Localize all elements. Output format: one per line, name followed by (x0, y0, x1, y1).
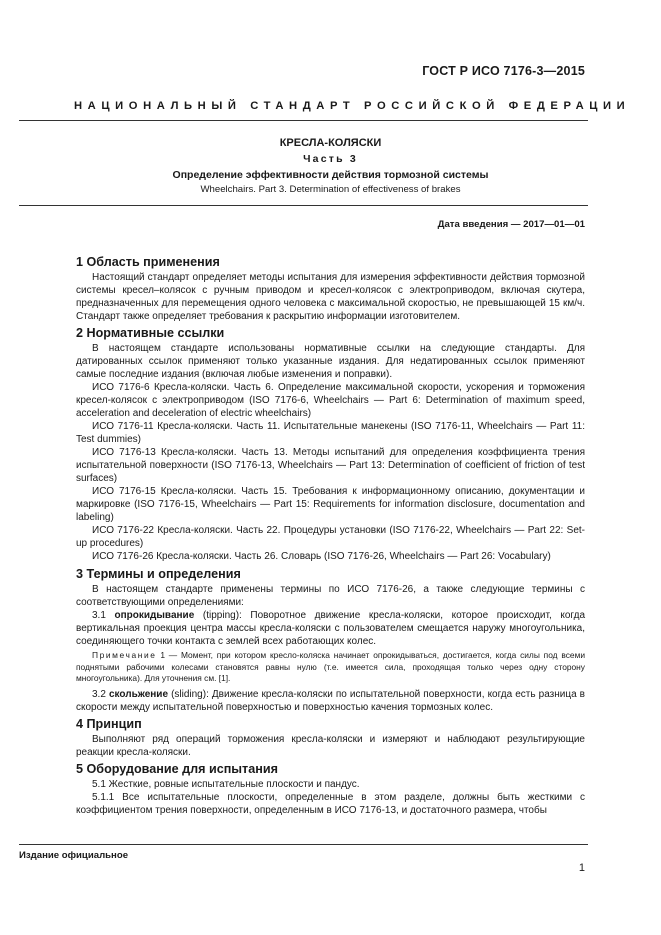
term-number: 3.1 (92, 610, 106, 621)
section-2-heading: 2 Нормативные ссылки (76, 326, 225, 340)
document-body (76, 254, 585, 817)
note-label: Примечание (92, 650, 157, 660)
term-name: опрокидывание (114, 610, 195, 621)
reference-item: ИСО 7176-13 Кресла-коляски. Часть 13. Методы испытаний для определения коэффициента трения испытательной поверхности (ISO 7176-13, Wheelchairs — Part 13: Determination of coefficient of friction of test surfaces) (76, 447, 585, 484)
reference-item: ИСО 7176-15 Кресла-коляски. Часть 15. Требования к информационному описанию, документации и маркировке (ISO 7176-15, Wheelchairs — Part 15: Requirements for information disclosure, documentation and labeling) (76, 486, 585, 523)
divider-bottom (19, 844, 588, 845)
reference-item: ИСО 7176-6 Кресла-коляски. Часть 6. Определение максимальной скорости, ускорения и торможения кресел-колясок с электроприводом (ISO 7176-6, Wheelchairs — Part 6: Determination of maximum speed, acceleration and deceleration of electric wheelchairs) (76, 382, 585, 419)
term-definition: (sliding): Движение кресла-коляски по испытательной поверхности, когда есть разница в скорости между испытательной поверхностью и поверхностью качения тормозных колес. (76, 688, 585, 713)
edition-label: Издание официальное (19, 850, 129, 861)
reference-item: ИСО 7176-22 Кресла-коляски. Часть 22. Процедуры установки (ISO 7176-22, Wheelchairs — Part 22: Set-up procedures) (76, 525, 585, 549)
divider-middle (19, 205, 588, 206)
reference-item: ИСО 7176-11 Кресла-коляски. Часть 11. Испытательные манекены (ISO 7176-11, Wheelchairs — Part 11: Test dummies) (76, 421, 585, 445)
section-1-text: Настоящий стандарт определяет методы испытания для измерения эффективности действия тормозной системы кресел–колясок с ручным приводом и кресел-колясок с электроприводом, включая скутера, предназначенных для перемещения одного человека с максимальной скоростью, не превышающей 15 км/ч. Стандарт также определяет требования к раскрытию информации изготовителем. (76, 272, 585, 322)
document-code: ГОСТ Р ИСО 7176-3—2015 (422, 64, 585, 78)
term-definition: (tipping): Поворотное движение кресла-коляски, которое происходит, когда вертикальная проекция центра массы кресла-коляски с пользователем смещается наружу многоугольника, соединяющего точки контакта с землей всех работающих колес. (76, 610, 586, 647)
section-5-1-1: 5.1.1 Все испытательные плоскости, определенные в этом разделе, должны быть жесткими с коэффициентом трения поверхности, определенным в ИСО 7176-13, и достаточного размера, чтобы (76, 791, 585, 816)
term-tipping (76, 609, 585, 648)
term-number: 3.2 (92, 688, 106, 700)
section-5-1: 5.1 Жесткие, ровные испытательные плоскости и пандус. (92, 778, 360, 790)
section-5-heading: 5 Оборудование для испытания (76, 761, 278, 776)
document-title: КРЕСЛА-КОЛЯСКИ (279, 137, 382, 149)
document-subtitle: Определение эффективности действия тормозной системы (172, 169, 489, 181)
document-part: Часть 3 (303, 153, 358, 165)
section-4-heading: 4 Принцип (76, 716, 142, 731)
term-name: скольжение (108, 688, 169, 700)
document-english-title: Wheelchairs. Part 3. Determination of effectiveness of brakes (200, 184, 461, 195)
section-4-text: Выполняют ряд операций торможения кресла-коляски и измеряют и наблюдают результирующие реакции кресла-коляски. (76, 733, 585, 758)
note (76, 650, 585, 685)
divider-top (19, 120, 588, 121)
term-sliding (76, 688, 585, 714)
section-1-heading: 1 Область применения (76, 255, 220, 269)
intro-date: Дата введения — 2017—01—01 (437, 219, 585, 230)
section-3-heading: 3 Термины и определения (76, 567, 241, 581)
page-number: 1 (578, 862, 585, 874)
note-text: 1 — Момент, при котором кресло-коляска начинает опрокидываться, достигается, когда силы под всеми поднятыми рабочими колесами становятся равны нулю (т.е. имеется сила, проходящая только через одну сторону многоугольника). Для уточнения см. [1]. (76, 650, 586, 683)
section-2-text: В настоящем стандарте использованы нормативные ссылки на следующие стандарты. Для датированных ссылок применяют только указанные издания. Для недатированных ссылок применяют самые последние издания (включая любые изменения и поправки). (76, 343, 585, 380)
national-standard-banner: НАЦИОНАЛЬНЫЙ СТАНДАРТ РОССИЙСКОЙ ФЕДЕРАЦИИ (74, 100, 631, 112)
section-3-text: В настоящем стандарте применены термины по ИСО 7176-26, а также следующие термины с соответствующими определениями: (76, 584, 585, 608)
reference-item: ИСО 7176-26 Кресла-коляски. Часть 26. Словарь (ISO 7176-26, Wheelchairs — Part 26: Vocabulary) (92, 551, 551, 562)
